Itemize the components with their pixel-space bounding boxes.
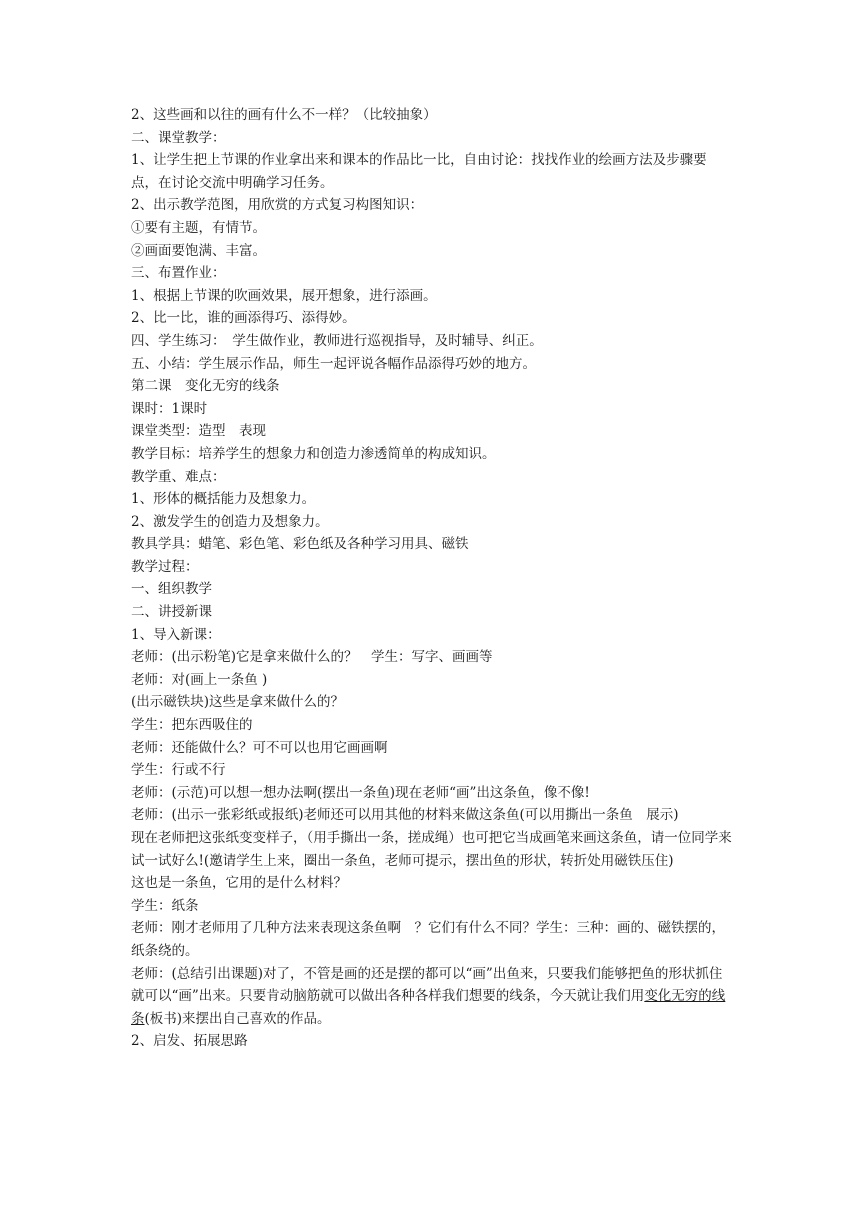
text-line: 1、根据上节课的吹画效果，展开想象，进行添画。 bbox=[131, 287, 437, 304]
text-line: ①要有主题，有情节。 bbox=[131, 219, 266, 236]
text-span: (板书)来摆出自己喜欢的作品。 bbox=[144, 1010, 331, 1027]
text-line: 这也是一条鱼，它用的是什么材料？ bbox=[131, 875, 347, 892]
dialogue-line: 老师：(示范)可以想一想办法啊(摆出一条鱼)现在老师“画”出这条鱼，像不像! bbox=[131, 784, 590, 801]
text-line: 1、导入新课： bbox=[131, 626, 221, 643]
section-heading: 二、课堂教学： bbox=[131, 129, 226, 146]
dialogue-line: 老师：对(画上一条鱼 ) bbox=[131, 671, 268, 688]
dialogue-line: 学生：把东西吸住的 bbox=[131, 717, 253, 734]
section-heading: 二、讲授新课 bbox=[131, 604, 212, 621]
text-line: 2、出示教学范图，用欣赏的方式复习构图知识： bbox=[131, 197, 424, 214]
text-line: 1、让学生把上节课的作业拿出来和课本的作品比一比，自由讨论：找找作业的绘画方法及步骤要点，在讨论交流中明确学习任务。 bbox=[131, 152, 707, 191]
dialogue-line: 学生：纸条 bbox=[131, 897, 199, 914]
text-span: 老师：(总结引出课题)对了，不管是画的还是摆的都可以“画”出鱼来，只要我们能够把鱼的形状抓住就可以“画”出来。只要肯动脑筋就可以做出各种各样我们想要的线条，今天就让我们用 bbox=[131, 965, 723, 1005]
section-heading: 三、布置作业： bbox=[131, 265, 226, 282]
text-line: 教学重、难点： bbox=[131, 468, 226, 485]
dialogue-line: 老师：刚才老师用了几种方法来表现这条鱼啊 ？它们有什么不同？学生：三种：画的、磁铁摆的，纸条绕的。 bbox=[131, 920, 725, 959]
text-line: 1、形体的概括能力及想象力。 bbox=[131, 491, 316, 508]
dialogue-line: 老师：(出示一张彩纸或报纸)老师还可以用其他的材料来做这条鱼(可以用撕出一条鱼 展示) bbox=[131, 807, 679, 824]
document-body bbox=[131, 104, 733, 1053]
dialogue-line: (出示磁铁块)这些是拿来做什么的？ bbox=[131, 694, 345, 711]
text-line: 2、激发学生的创造力及想象力。 bbox=[131, 513, 329, 530]
section-heading: 一、组织教学 bbox=[131, 581, 212, 598]
text-line: 教具学具：蜡笔、彩色笔、彩色纸及各种学习用具、磁铁 bbox=[131, 536, 469, 553]
dialogue-line bbox=[131, 963, 733, 1031]
section-heading: 四、学生练习： 学生做作业，教师进行巡视指导，及时辅导、纠正。 bbox=[131, 332, 543, 349]
dialogue-line: 老师：(出示粉笔)它是拿来做什么的？ 学生：写字、画画等 bbox=[131, 649, 493, 666]
dialogue-line: 学生：行或不行 bbox=[131, 762, 226, 779]
lesson-title: 第二课 变化无穷的线条 bbox=[131, 378, 280, 395]
section-heading: 五、小结：学生展示作品，师生一起评说各幅作品添得巧妙的地方。 bbox=[131, 355, 536, 372]
text-line: 课堂类型：造型 表现 bbox=[131, 423, 266, 440]
text-line: 现在老师把这张纸变变样子，（用手撕出一条，搓成绳）也可把它当成画笔来画这条鱼，请一位同学来试一试好么!(邀请学生上来，圈出一条鱼，老师可提示，摆出鱼的形状，转折处用磁铁压住) bbox=[131, 830, 732, 869]
dialogue-line: 老师：还能做什么？可不可以也用它画画啊 bbox=[131, 739, 388, 756]
text-line: 课时：1课时 bbox=[131, 400, 208, 417]
text-line: ②画面要饱满、丰富。 bbox=[131, 242, 266, 259]
board-title-underlined: 变化无穷的线条 bbox=[131, 988, 726, 1027]
text-line: 2、这些画和以往的画有什么不一样？（比较抽象） bbox=[131, 107, 437, 123]
text-line: 教学过程： bbox=[131, 558, 199, 575]
text-line: 2、比一比，谁的画添得巧、添得妙。 bbox=[131, 310, 356, 327]
text-line: 教学目标：培养学生的想象力和创造力渗透简单的构成知识。 bbox=[131, 445, 496, 462]
text-line: 2、启发、拓展思路 bbox=[131, 1033, 248, 1050]
